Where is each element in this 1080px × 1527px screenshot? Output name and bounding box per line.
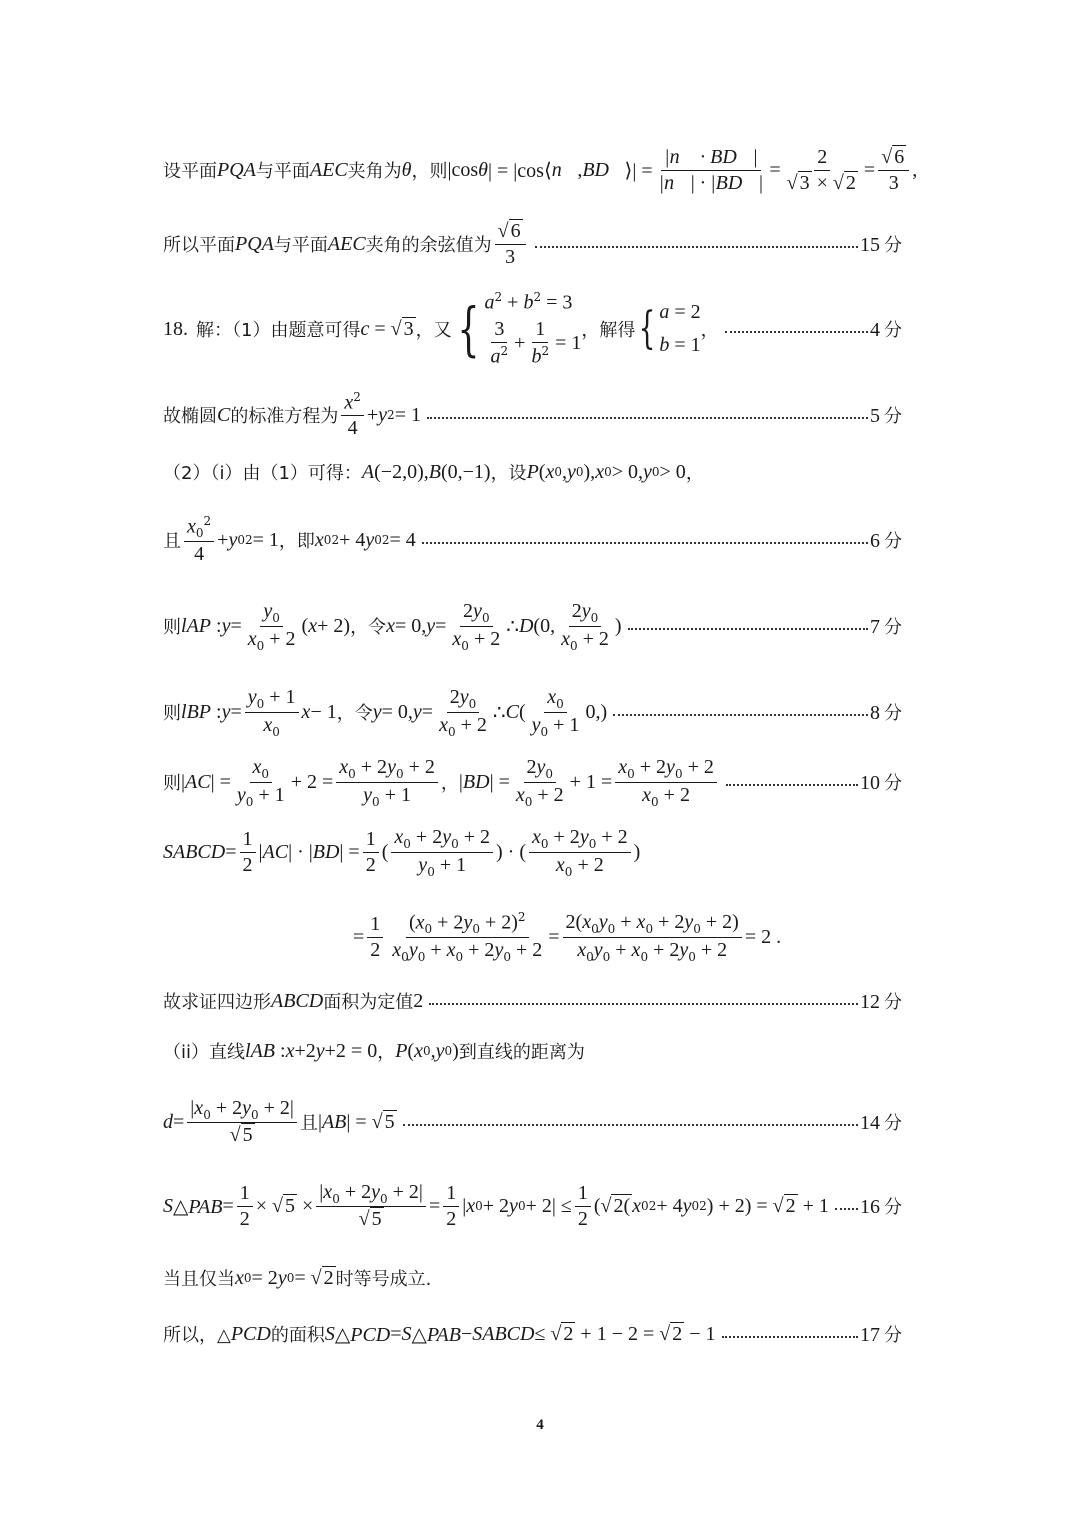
solution-line-area-abcd: S ABCD = $\frac{1}{2}$ | AC | · | BD | = $\frac{1}{2}$ ( $\frac{x_0 + 2y_0 + 2}{y_0 + 1}$ ) · ( $\frac{x_0 + 2y_0 + 2}{x_0 + 2}$ ) <box>163 825 641 879</box>
solution-line-angle-cos: 设平面 PQA 与平面 AEC 夹角为 θ ，则 |cos θ | = |cos⟨ n⃗ , BD⃗ ⟩| = $\frac{|n⃗ \cdot BD⃗|}{|n⃗| \cdot |BD⃗|}$ = $\frac{2}{√ 3 \times √ 2}$ = $\frac{√ 6}{3}$ , <box>163 145 918 194</box>
leader-dots <box>535 246 858 248</box>
score-label: 10 分 <box>860 772 902 794</box>
score-label: 7 分 <box>870 616 902 638</box>
solution-line-area-pab: S △PAB = $\frac{1}{2}$ × √ 5 × $\frac{|x_0 + 2y_0 + 2|}{√ 5}$ = $\frac{1}{2}$ | x 0 + 2 y 0 + 2| ≤ $\frac{1}{2}$ (√ 2( x 0 2 + 4 y 0 2 ) + 2) = √ 2 + 1 16 分 <box>163 1180 902 1231</box>
leader-dots <box>613 714 868 716</box>
leader-dots <box>628 628 868 630</box>
leader-dots <box>722 1336 858 1338</box>
leader-dots <box>429 1003 858 1005</box>
solution-line-area-constant: 故求证四边形 ABCD 面积为定值 2 12 分 <box>163 989 902 1013</box>
score-label: 12 分 <box>860 991 902 1013</box>
score-label: 8 分 <box>870 702 902 724</box>
solution-line-line-ab: （ii）直线 l AB : x +2 y +2 = 0 ， P ( x 0 , y 0 ) 到直线的距离为 <box>163 1039 585 1063</box>
solution-line-area-pcd: 所以，△ PCD 的面积 S △PCD = S △PAB − S ABCD ≤ √ 2 + 1 − 2 = √ 2 − 1 17 分 <box>163 1322 902 1346</box>
solution-line-18-part1: 18. 解：（1）由题意可得 c = √ 3 ，又 { $a^2 + b^2 = 3$ $\frac{3}{a^2}$ + $\frac{1}{b^2}$ = 1 ，解得 { a = 2 b = 1 ， 4 分 <box>163 289 902 368</box>
solution-line-l-ap: 则 l AP : y = $\frac{y_0}{x_0 + 2}$ ( x + 2) ，令 x = 0, y = $\frac{2y_0}{x_0 + 2}$ ∴ D (0, $\frac{2y_0}{x_0 + 2}$ ) 7 分 <box>163 599 902 653</box>
page-number: 4 <box>536 1417 544 1433</box>
leader-dots <box>725 331 868 333</box>
leader-dots <box>422 542 868 544</box>
score-label: 14 分 <box>860 1112 902 1134</box>
leader-dots <box>835 1208 858 1210</box>
score-label: 5 分 <box>870 405 902 427</box>
solution-line-distance: d = $\frac{|x_0 + 2y_0 + 2|}{√ 5}$ 且 | AB | = √ 5 14 分 <box>163 1096 902 1147</box>
solution-line-points: （2）（i）由（1）可得： A (−2,0), B (0,−1) ，设 P ( x 0 , y 0 ), x 0 > 0, y 0 > 0 ， <box>163 460 704 484</box>
score-label: 15 分 <box>860 234 902 256</box>
solution-line-equality: 当且仅当 x 0 = 2 y 0 = √ 2 时等号成立. <box>163 1266 432 1290</box>
leader-dots <box>427 417 868 419</box>
solution-line-p-on-ellipse: 且 $\frac{x_0^2}{4}$ + y 0 2 = 1 ，即 x 0 2 + 4 y 0 2 = 4 6 分 <box>163 513 902 566</box>
solution-line-area-simplify: = $\frac{1}{2}$ $\frac{(x_0 + 2y_0 + 2)^2}{x_0y_0 + x_0 + 2y_0 + 2}$ = $\frac{2(x_0y_0 + x_0 + 2y_0 + 2)}{x_0y_0 + x_0 + 2y_0 + 2}$ = 2 . <box>353 910 782 964</box>
solution-line-ac-bd: 则 | AC | = $\frac{x_0}{y_0 + 1}$ + 2 = $\frac{x_0 + 2y_0 + 2}{y_0 + 1}$ ， | BD | = $\frac{2y_0}{x_0 + 2}$ + 1 = $\frac{x_0 + 2y_0 + 2}{x_0 + 2}$ 10 分 <box>163 755 902 809</box>
leader-dots <box>403 1124 858 1126</box>
score-label: 17 分 <box>860 1324 902 1346</box>
score-label: 4 分 <box>870 319 902 341</box>
score-label: 16 分 <box>860 1196 902 1218</box>
solution-line-ellipse-equation: 故椭圆 C 的标准方程为 $\frac{x^2}{4}$ + y 2 = 1 5 分 <box>163 389 902 440</box>
solution-line-l-bp: 则 l BP : y = $\frac{y_0 + 1}{x_0}$ x − 1 ，令 y = 0, y = $\frac{2y_0}{x_0 + 2}$ ∴ C ( $\frac{x_0}{y_0 + 1}$ 0,) 8 分 <box>163 685 902 739</box>
score-label: 6 分 <box>870 530 902 552</box>
solution-line-angle-result: 所以平面 PQA 与平面 AEC 夹角的余弦值为 $\frac{√ 6}{3}$ 15 分 <box>163 219 902 268</box>
leader-dots <box>726 784 858 786</box>
